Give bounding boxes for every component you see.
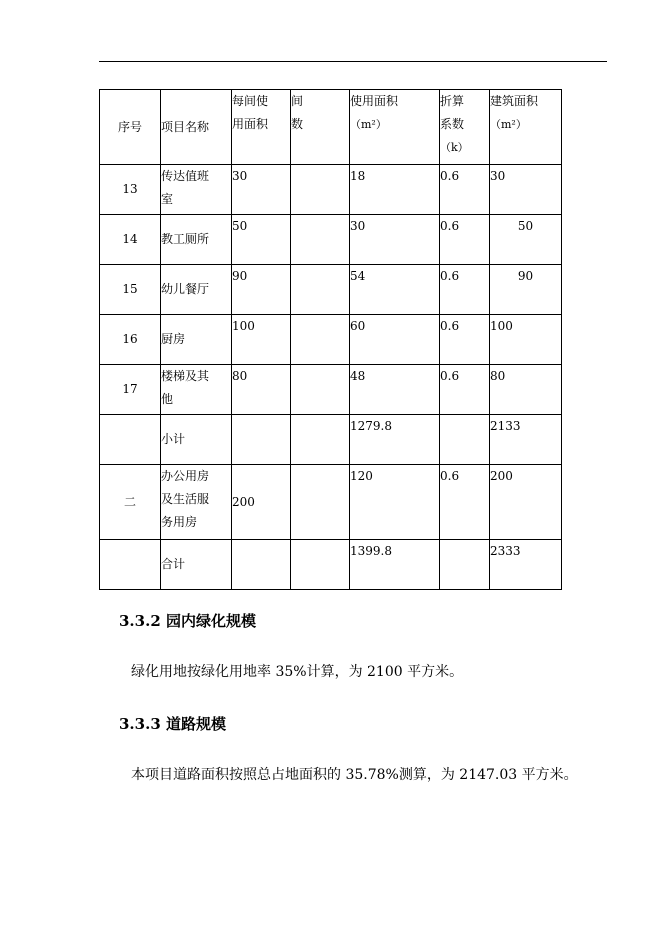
row-building-area: 100 (490, 315, 562, 365)
row-seq: 16 (100, 315, 161, 365)
row-building-area: 30 (490, 165, 562, 215)
total-factor (440, 540, 490, 590)
office-building-area: 200 (490, 465, 562, 540)
row-count (291, 165, 350, 215)
row-unit-area: 30 (232, 165, 291, 215)
row-count (291, 315, 350, 365)
row-count (291, 365, 350, 415)
section-heading-roads: 3.3.3 道路规模 (119, 715, 226, 733)
row-name: 楼梯及其 他 (161, 365, 232, 415)
row-building-area: 90 (490, 265, 562, 315)
row-count (291, 215, 350, 265)
header-usable-area: 使用面积 （m²） (350, 90, 440, 165)
table-row (100, 365, 562, 415)
header-unit-area: 每间使 用面积 (232, 90, 291, 165)
row-unit-area: 90 (232, 265, 291, 315)
row-name: 厨房 (161, 315, 232, 365)
subtotal-unit-area (232, 415, 291, 465)
office-factor: 0.6 (440, 465, 490, 540)
row-count (291, 265, 350, 315)
subtotal-label: 小计 (161, 415, 232, 465)
office-row (100, 465, 562, 540)
subtotal-row (100, 415, 562, 465)
table-row (100, 265, 562, 315)
row-seq: 15 (100, 265, 161, 315)
header-rule (99, 61, 607, 62)
row-unit-area: 50 (232, 215, 291, 265)
total-usable-area: 1399.8 (350, 540, 440, 590)
table-row (100, 315, 562, 365)
row-name: 幼儿餐厅 (161, 265, 232, 315)
paragraph-roads: 本项目道路面积按照总占地面积的 35.78%测算，为 2147.03 平方米。 (131, 767, 578, 783)
header-building-area: 建筑面积 （m²） (490, 90, 562, 165)
subtotal-count (291, 415, 350, 465)
row-building-area: 80 (490, 365, 562, 415)
row-factor: 0.6 (440, 315, 490, 365)
total-seq (100, 540, 161, 590)
office-unit-area: 200 (232, 465, 291, 540)
row-unit-area: 100 (232, 315, 291, 365)
table-header-row (100, 90, 562, 165)
row-unit-area: 80 (232, 365, 291, 415)
row-usable-area: 30 (350, 215, 440, 265)
row-building-area: 50 (490, 215, 562, 265)
office-usable-area: 120 (350, 465, 440, 540)
total-building-area: 2333 (490, 540, 562, 590)
row-name: 教工厕所 (161, 215, 232, 265)
table-row (100, 215, 562, 265)
row-name: 传达值班 室 (161, 165, 232, 215)
total-unit-area (232, 540, 291, 590)
header-seq: 序号 (100, 90, 161, 165)
office-name: 办公用房 及生活服 务用房 (161, 465, 232, 540)
row-usable-area: 54 (350, 265, 440, 315)
row-seq: 13 (100, 165, 161, 215)
row-seq: 14 (100, 215, 161, 265)
subtotal-seq (100, 415, 161, 465)
office-count (291, 465, 350, 540)
row-factor: 0.6 (440, 215, 490, 265)
section-heading-greening: 3.3.2 园内绿化规模 (119, 612, 256, 630)
row-usable-area: 18 (350, 165, 440, 215)
row-usable-area: 60 (350, 315, 440, 365)
row-seq: 17 (100, 365, 161, 415)
total-label: 合计 (161, 540, 232, 590)
paragraph-greening: 绿化用地按绿化用地率 35%计算，为 2100 平方米。 (131, 664, 464, 680)
total-count (291, 540, 350, 590)
subtotal-building-area: 2133 (490, 415, 562, 465)
row-factor: 0.6 (440, 365, 490, 415)
subtotal-factor (440, 415, 490, 465)
table-row (100, 165, 562, 215)
total-row (100, 540, 562, 590)
subtotal-usable-area: 1279.8 (350, 415, 440, 465)
header-factor: 折算 系数 （k） (440, 90, 490, 165)
header-count: 间 数 (291, 90, 350, 165)
header-item-name: 项目名称 (161, 90, 232, 165)
row-factor: 0.6 (440, 165, 490, 215)
row-usable-area: 48 (350, 365, 440, 415)
building-area-table (99, 89, 562, 590)
office-seq: 二 (100, 465, 161, 540)
row-factor: 0.6 (440, 265, 490, 315)
